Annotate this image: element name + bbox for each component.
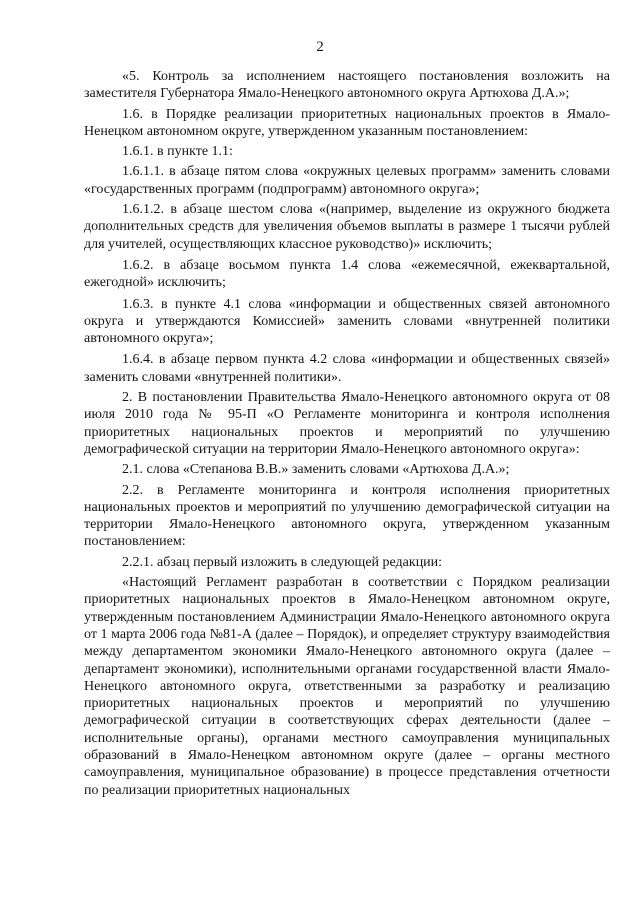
paragraph-2-2-1: 2.2.1. абзац первый изложить в следующей редакции: xyxy=(122,554,443,570)
paragraph-2-1: 2.1. слова «Степанова В.В.» заменить словами «Артюхова Д.А.»; xyxy=(122,462,510,478)
paragraph-1-6-1-2: 1.6.1.2. в абзаце шестом слова «(например, выделение из окружного бюджета дополнительных средств для увеличения объемов выплаты в размере 1 тысячи рублей для учителей, осуществляющих классное руководство)» исключить; xyxy=(84,202,610,252)
document-body xyxy=(84,68,610,799)
paragraph-1-6: 1.6. в Порядке реализации приоритетных национальных проектов в Ямало-Ненецком автономном округе, утвержденном указанным постановлением: xyxy=(84,106,610,139)
paragraph-2-2: 2.2. в Регламенте мониторинга и контроля исполнения приоритетных национальных проектов и мероприятий по улучшению демографической ситуации на территории Ямало-Ненецкого автономного округа, утвержденном указанным постановлением: xyxy=(84,482,610,550)
paragraph-regulation-text: «Настоящий Регламент разработан в соответствии с Порядком реализации приоритетных национальных проектов в Ямало-Ненецком автономном округе, утвержденным постановлением Администрации Ямало-Ненецкого автономного округа от 1 марта 2006 года №81-А (далее – Порядок), и определяет структуру взаимодействия между департаментом экономики Ямало-Ненецкого автономного округа (далее – департамент экономики), исполнительными органами государственной власти Ямало-Ненецкого автономного округа, ответственными за разработку и реализацию приоритетных национальных проектов и мероприятий по улучшению демографической ситуации в соответствующих сферах деятельности (далее – исполнительные органы), органами местного самоуправления муниципальных образований в Ямало-Ненецком автономном округе (далее – органы местного самоуправления, муниципальное образование) в процессе представления отчетности по реализации приоритетных национальных xyxy=(84,575,610,798)
paragraph-1-6-4: 1.6.4. в абзаце первом пункта 4.2 слова «информации и общественных связей» заменить словами «внутренней политики». xyxy=(84,352,610,385)
paragraph-1-6-1: 1.6.1. в пункте 1.1: xyxy=(122,144,233,160)
paragraph-1-6-2: 1.6.2. в абзаце восьмом пункта 1.4 слова «ежемесячной, ежеквартальной, ежегодной» исключить; xyxy=(84,257,610,291)
paragraph-1-6-1-1: 1.6.1.1. в абзаце пятом слова «окружных целевых программ» заменить словами «государственных программ (подпрограмм) автономного округа»; xyxy=(84,164,610,197)
paragraph-control-clause: «5. Контроль за исполнением настоящего постановления возложить на заместителя Губернатора Ямало-Ненецкого автономного округа Артюхова Д.А.»; xyxy=(84,69,610,102)
paragraph-2: 2. В постановлении Правительства Ямало-Ненецкого автономного округа от 08 июля 2010 года № 95-П «О Регламенте мониторинга и контроля исполнения приоритетных национальных проектов и мероприятий по улучшению демографической ситуации на территории Ямало-Ненецкого автономного округа»: xyxy=(84,390,610,457)
paragraph-1-6-3: 1.6.3. в пункте 4.1 слова «информации и общественных связей автономного округа и утверждаются Комиссией» заменить словами «внутренней политики автономного округа»; xyxy=(84,296,610,347)
page-number: 2 xyxy=(316,39,324,55)
